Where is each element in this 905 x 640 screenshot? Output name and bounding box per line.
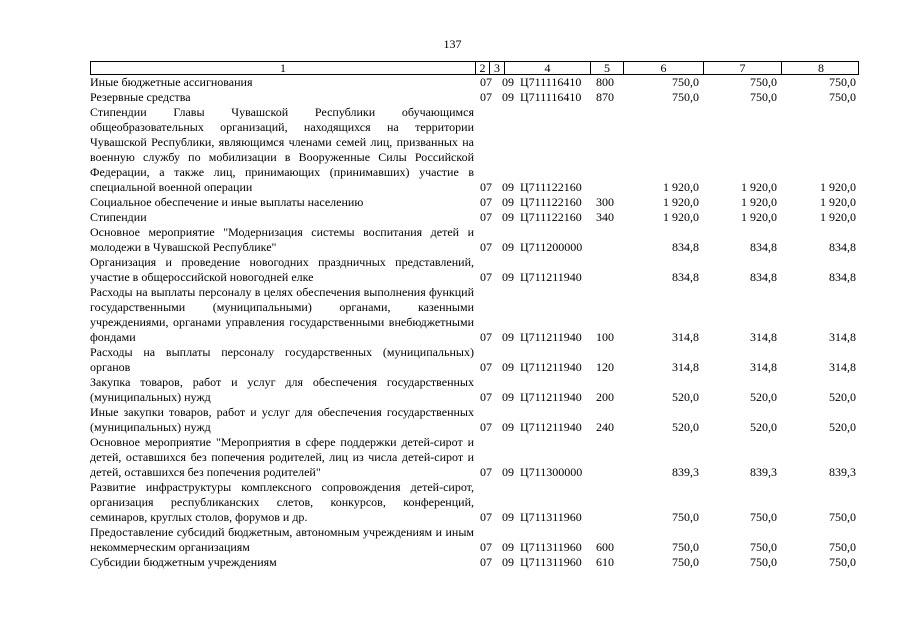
row-v7: 750,0	[750, 540, 777, 554]
row-v7: 1 920,0	[741, 195, 777, 209]
row-name: Организация и проведение новогодних праздничных представлений, участие в общероссийской новогодней елке	[90, 255, 474, 284]
table-body	[90, 75, 859, 570]
row-c4: Ц711211940	[520, 270, 582, 284]
row-c4: Ц711122160	[520, 180, 582, 194]
table-row	[90, 90, 859, 105]
row-v6: 834,8	[672, 270, 699, 284]
row-v8: 750,0	[829, 510, 856, 524]
table-header	[90, 61, 859, 75]
row-name: Социальное обеспечение и иные выплаты населению	[90, 195, 364, 209]
row-v6: 1 920,0	[663, 180, 699, 194]
row-v8: 750,0	[829, 90, 856, 104]
table-row	[90, 405, 859, 435]
row-v6: 314,8	[672, 360, 699, 374]
row-v8: 1 920,0	[820, 180, 856, 194]
row-v6: 750,0	[672, 540, 699, 554]
table-row	[90, 285, 859, 345]
row-v7: 750,0	[750, 75, 777, 89]
row-c3: 09	[502, 540, 514, 554]
row-v6: 520,0	[672, 390, 699, 404]
row-v6: 1 920,0	[663, 210, 699, 224]
row-v8: 520,0	[829, 420, 856, 434]
row-c2: 07	[480, 465, 492, 479]
row-v6: 1 920,0	[663, 195, 699, 209]
row-c4: Ц711211940	[520, 330, 582, 344]
row-name: Расходы на выплаты персоналу государственных (муниципальных) органов	[90, 345, 474, 374]
header-col-3: 3	[490, 62, 505, 74]
row-c4: Ц711211940	[520, 390, 582, 404]
row-v8: 750,0	[829, 540, 856, 554]
row-v7: 834,8	[750, 270, 777, 284]
budget-table	[90, 61, 859, 570]
row-c4: Ц711211940	[520, 420, 582, 434]
row-v8: 834,8	[829, 240, 856, 254]
row-v7: 750,0	[750, 90, 777, 104]
header-col-8: 8	[818, 61, 824, 75]
header-col-1: 1	[91, 62, 476, 74]
row-v6: 750,0	[672, 90, 699, 104]
row-c3: 09	[502, 240, 514, 254]
row-c3: 09	[502, 420, 514, 434]
row-v7: 750,0	[750, 510, 777, 524]
row-c2: 07	[480, 540, 492, 554]
row-v8: 750,0	[829, 555, 856, 569]
row-v6: 314,8	[672, 330, 699, 344]
table-row	[90, 555, 859, 570]
page-number: 137	[443, 37, 462, 51]
row-c4: Ц711116410	[520, 90, 582, 104]
table-row	[90, 375, 859, 405]
table-row	[90, 105, 859, 195]
row-name: Предоставление субсидий бюджетным, автономным учреждениям и иным некоммерческим организациям	[90, 525, 474, 554]
row-c2: 07	[480, 330, 492, 344]
header-col-4: 4	[505, 62, 591, 74]
row-c3: 09	[502, 330, 514, 344]
row-c3: 09	[502, 465, 514, 479]
row-c2: 07	[480, 510, 492, 524]
row-c4: Ц711122160	[520, 210, 582, 224]
row-c3: 09	[502, 195, 514, 209]
table-row	[90, 225, 859, 255]
row-c2: 07	[480, 420, 492, 434]
row-name: Субсидии бюджетным учреждениям	[90, 555, 277, 569]
row-v8: 1 920,0	[820, 195, 856, 209]
table-row	[90, 480, 859, 525]
row-c5: 100	[596, 330, 614, 344]
row-c2: 07	[480, 555, 492, 569]
row-c2: 07	[480, 180, 492, 194]
table-row	[90, 525, 859, 555]
row-name: Стипендии	[90, 210, 147, 224]
table-row	[90, 210, 859, 225]
header-col-2: 2	[476, 62, 490, 74]
row-c2: 07	[480, 240, 492, 254]
row-v8: 520,0	[829, 390, 856, 404]
row-v8: 839,3	[829, 465, 856, 479]
row-c4: Ц711300000	[520, 465, 583, 479]
row-name: Иные закупки товаров, работ и услуг для обеспечения государственных (муниципальных) нужд	[90, 405, 474, 434]
row-v6: 839,3	[672, 465, 699, 479]
row-c4: Ц711200000	[520, 240, 583, 254]
row-v7: 839,3	[750, 465, 777, 479]
row-v7: 520,0	[750, 420, 777, 434]
row-c5: 200	[596, 390, 614, 404]
row-c3: 09	[502, 180, 514, 194]
row-c5: 340	[596, 210, 614, 224]
row-c5: 610	[596, 555, 614, 569]
row-c2: 07	[480, 390, 492, 404]
row-name: Стипендии Главы Чувашской Республики обучающимся общеобразовательных организаций, находящихся на территории Чувашской Республики, являющимся членами семей лиц, призванных на военную службу по мобилизации в Вооруженные Силы Российской Федерации, а также лиц, принимающих (принимавших) участие в специальной военной операции	[90, 105, 474, 194]
row-name: Иные бюджетные ассигнования	[90, 75, 253, 89]
row-c3: 09	[502, 555, 514, 569]
row-c3: 09	[502, 75, 514, 89]
row-v7: 314,8	[750, 360, 777, 374]
row-v6: 750,0	[672, 510, 699, 524]
row-c5: 300	[596, 195, 614, 209]
row-v7: 750,0	[750, 555, 777, 569]
row-name: Основное мероприятие "Модернизация системы воспитания детей и молодежи в Чувашской Республике"	[90, 225, 474, 254]
row-c4: Ц711211940	[520, 360, 582, 374]
table-row	[90, 75, 859, 90]
header-col-7: 7	[704, 62, 782, 74]
row-v7: 834,8	[750, 240, 777, 254]
row-c3: 09	[502, 270, 514, 284]
row-c3: 09	[502, 510, 514, 524]
row-v8: 314,8	[829, 330, 856, 344]
row-c3: 09	[502, 90, 514, 104]
row-c4: Ц711311960	[520, 510, 582, 524]
header-col-5: 5	[591, 62, 624, 74]
row-v6: 750,0	[672, 555, 699, 569]
row-c2: 07	[480, 195, 492, 209]
table-row	[90, 255, 859, 285]
row-c3: 09	[502, 360, 514, 374]
row-c3: 09	[502, 210, 514, 224]
row-c5: 600	[596, 540, 614, 554]
row-c3: 09	[502, 390, 514, 404]
row-c2: 07	[480, 90, 492, 104]
row-c4: Ц711311960	[520, 540, 582, 554]
row-v8: 314,8	[829, 360, 856, 374]
row-c5: 120	[596, 360, 614, 374]
row-v8: 1 920,0	[820, 210, 856, 224]
row-v7: 314,8	[750, 330, 777, 344]
row-name: Резервные средства	[90, 90, 191, 104]
table-row	[90, 195, 859, 210]
table-row	[90, 345, 859, 375]
row-c4: Ц711311960	[520, 555, 582, 569]
row-v8: 750,0	[829, 75, 856, 89]
header-col-6: 6	[624, 62, 704, 74]
row-name: Развитие инфраструктуры комплексного сопровождения детей-сирот, организация республиканских слетов, конкурсов, конференций, семинаров, круглых столов, форумов и др.	[90, 480, 474, 524]
table-row	[90, 435, 859, 480]
row-c2: 07	[480, 210, 492, 224]
row-v6: 834,8	[672, 240, 699, 254]
row-c5: 870	[596, 90, 614, 104]
row-name: Закупка товаров, работ и услуг для обеспечения государственных (муниципальных) нужд	[90, 375, 474, 404]
row-v8: 834,8	[829, 270, 856, 284]
row-v7: 1 920,0	[741, 210, 777, 224]
row-c4: Ц711116410	[520, 75, 582, 89]
row-name: Расходы на выплаты персоналу в целях обеспечения выполнения функций государственными (муниципальными) органами, казенными учреждениями, органами управления государственными внебюджетными фондами	[90, 285, 474, 344]
row-c5: 800	[596, 75, 614, 89]
row-c4: Ц711122160	[520, 195, 582, 209]
row-name: Основное мероприятие "Мероприятия в сфере поддержки детей-сирот и детей, оставшихся без попечения родителей, лиц из числа детей-сирот и детей, оставшихся без попечения родителей"	[90, 435, 474, 479]
row-c2: 07	[480, 270, 492, 284]
row-v6: 750,0	[672, 75, 699, 89]
row-c2: 07	[480, 360, 492, 374]
row-c2: 07	[480, 75, 492, 89]
row-v7: 520,0	[750, 390, 777, 404]
row-v6: 520,0	[672, 420, 699, 434]
row-c5: 240	[596, 420, 614, 434]
row-v7: 1 920,0	[741, 180, 777, 194]
